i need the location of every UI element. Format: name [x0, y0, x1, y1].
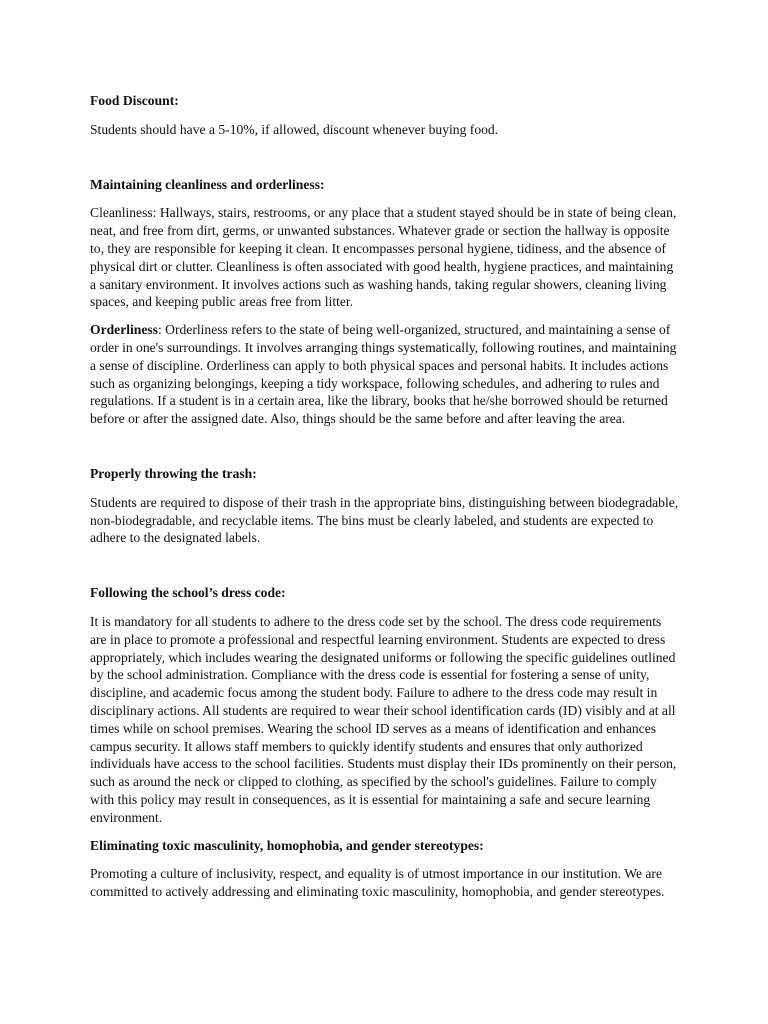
orderliness-lead: Orderliness — [90, 322, 158, 338]
heading-food-discount: Food Discount: — [90, 93, 179, 108]
paragraph-throwing-trash: Students are required to dispose of their trash in the appropriate bins, distinguishing between biodegradable, non-biodegradable, and recyclable items. The bins must be clearly labeled, and students are expected to adhere to the designated labels. — [90, 494, 679, 546]
heading-eliminating-toxic: Eliminating toxic masculinity, homophobia, and gender stereotypes: — [90, 837, 484, 853]
paragraph-eliminating-toxic: Promoting a culture of inclusivity, respect, and equality is of utmost importance in our institution. We are committed to actively addressing and eliminating toxic masculinity, homophobia, and gender stereotypes. — [90, 866, 665, 900]
orderliness-body: : Orderliness refers to the state of being well-organized, structured, and maintaining a sense of order in one's surroundings. It involves arranging things systematically, following routines, and maintaining a sense of discipline. Orderliness can apply to both physical spaces and personal habits. It includes actions such as organizing belongings, keeping a tidy workspace, following schedules, and adhering to rules and regulations. If a student is in a certain area, like the library, books that he/she borrowed should be returned before or after the assigned date. Also, things should be the same before and after leaving the area. — [90, 322, 677, 427]
heading-dress-code: Following the school’s dress code: — [90, 585, 286, 601]
heading-cleanliness-orderliness: Maintaining cleanliness and orderliness: — [90, 176, 325, 192]
paragraph-orderliness — [90, 321, 680, 428]
paragraph-dress-code: It is mandatory for all students to adhere to the dress code set by the school. The dress code requirements are in place to promote a professional and respectful learning environment. Students are expected to dress appropriately, which includes wearing the designated uniforms or following the specific guidelines outlined by the school administration. Compliance with the dress code is essential for fostering a sense of unity, discipline, and academic focus among the student body. Failure to adhere to the dress code may result in disciplinary actions. All students are required to wear their school identification cards (ID) visibly and at all times while on school premises. Wearing the school ID serves as a means of identification and enhances campus security. It allows staff members to quickly identify students and ensures that only authorized individuals have access to the school facilities. Students must display their IDs prominently on their person, such as around the neck or clipped to clothing, as specified by the school's guidelines. Failure to comply with this policy may result in consequences, as it is essential for maintaining a safe and secure learning environment. — [90, 613, 677, 825]
paragraph-cleanliness: Cleanliness: Hallways, stairs, restrooms, or any place that a student stayed should be in state of being clean, neat, and free from dirt, germs, or unwanted substances. Whatever grade or section the hallway is opposite to, they are responsible for keeping it clean. It encompasses personal hygiene, tidiness, and the absence of physical dirt or clutter. Cleanliness is often associated with good health, hygiene practices, and maintaining a sanitary environment. It involves actions such as washing hands, taking regular showers, cleaning living spaces, and keeping public areas free from litter. — [90, 205, 677, 310]
heading-throwing-trash: Properly throwing the trash: — [90, 465, 257, 481]
paragraph-food-discount: Students should have a 5-10%, if allowed, discount whenever buying food. — [90, 121, 499, 137]
